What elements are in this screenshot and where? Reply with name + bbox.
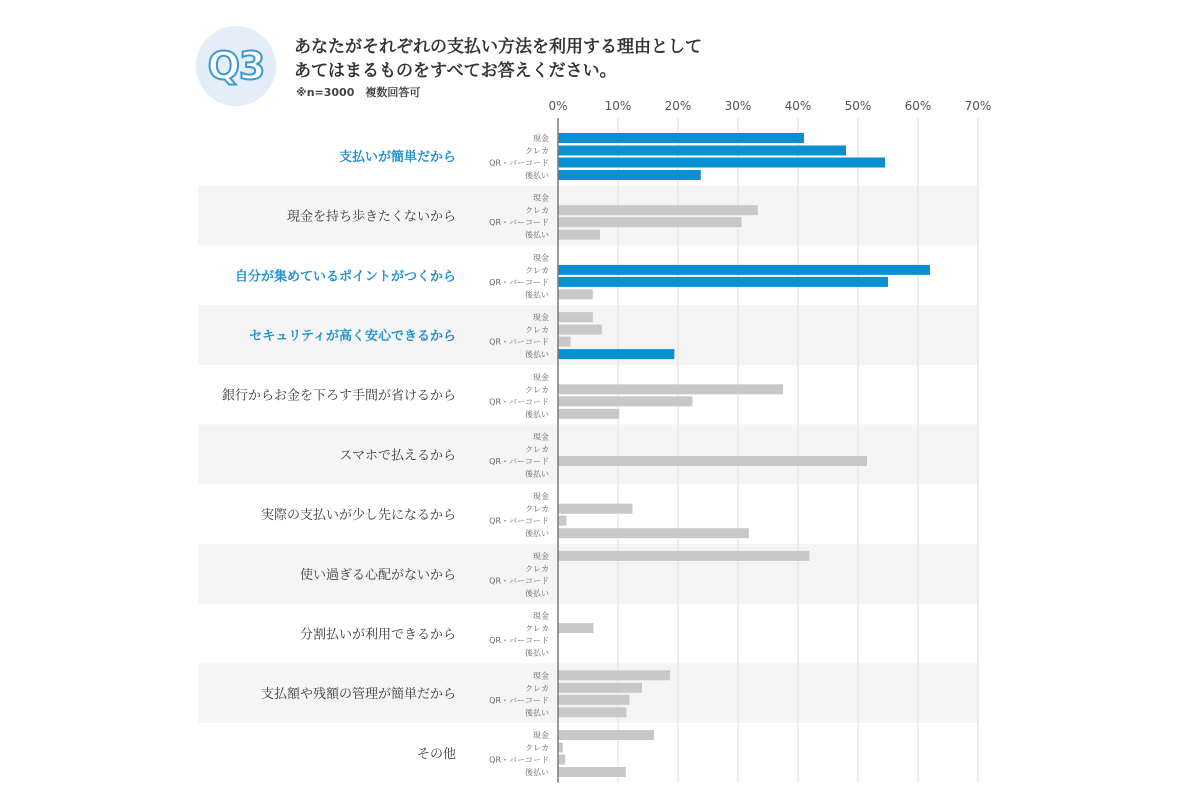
bar	[558, 528, 749, 538]
category-label: 使い過ぎる心配がないから	[299, 567, 456, 583]
bar	[558, 683, 642, 693]
series-label: 現金	[533, 671, 549, 681]
category-label: セキュリティが高く安心できるから	[249, 328, 456, 344]
series-label: クレカ	[525, 564, 549, 574]
series-label: 現金	[533, 551, 549, 561]
series-label: 現金	[533, 313, 549, 323]
series-label: 後払い	[525, 230, 549, 240]
series-label: QR・バーコード	[489, 576, 549, 586]
bar	[558, 265, 930, 275]
series-label: QR・バーコード	[489, 695, 549, 705]
category-label: その他	[416, 746, 456, 762]
series-label: QR・バーコード	[489, 337, 549, 347]
category-label: スマホで払えるから	[339, 448, 456, 464]
x-tick-label: 20%	[664, 99, 692, 113]
bar	[558, 623, 593, 633]
x-tick-label: 30%	[724, 99, 752, 113]
series-label: QR・バーコード	[489, 516, 549, 526]
series-label: 現金	[533, 611, 549, 621]
bar	[558, 146, 846, 156]
bar	[558, 504, 632, 514]
category-label: 支払いが簡単だから	[338, 149, 456, 165]
series-label: 後払い	[525, 469, 549, 479]
series-label: 現金	[533, 193, 549, 203]
series-label: クレカ	[525, 624, 549, 634]
question-number: Q3	[207, 44, 265, 88]
category-label: 分割払いが利用できるから	[299, 627, 456, 643]
series-label: クレカ	[525, 265, 549, 275]
series-label: クレカ	[525, 683, 549, 693]
series-label: 後払い	[525, 708, 549, 718]
category-label: 自分が集めているポイントがつくから	[234, 269, 456, 285]
series-label: QR・バーコード	[489, 457, 549, 466]
question-text-line1: あなたがそれぞれの支払い方法を利用する理由として	[294, 37, 702, 57]
bar	[558, 337, 571, 347]
series-label: 後払い	[525, 350, 549, 360]
series-label: クレカ	[525, 504, 549, 514]
x-tick-label: 0%	[548, 99, 568, 113]
series-label: 後払い	[525, 648, 549, 658]
series-label: 後払い	[525, 588, 549, 598]
category-label: 現金を持ち歩きたくないから	[286, 209, 456, 225]
series-label: QR・バーコード	[489, 397, 549, 407]
bar	[558, 695, 629, 705]
x-tick-label: 40%	[784, 99, 812, 113]
bar	[558, 670, 670, 680]
x-tick-label: 60%	[904, 99, 932, 113]
category-label: 支払額や残額の管理が簡単だから	[260, 687, 456, 703]
series-label: QR・バーコード	[489, 158, 549, 168]
series-label: 現金	[533, 731, 549, 740]
bar	[558, 325, 602, 335]
bar	[558, 456, 867, 466]
series-label: 後払い	[525, 529, 549, 539]
bar	[558, 230, 600, 240]
series-label: クレカ	[525, 385, 549, 395]
series-label: 後払い	[525, 171, 549, 180]
bar	[558, 707, 626, 717]
bar	[558, 205, 758, 215]
category-label: 実際の支払いが少し先になるから	[260, 508, 456, 524]
bar	[558, 396, 692, 406]
series-label: QR・バーコード	[489, 755, 549, 765]
series-label: クレカ	[525, 146, 549, 156]
bar	[558, 133, 804, 143]
series-label: QR・バーコード	[489, 277, 549, 287]
x-tick-label: 10%	[604, 99, 632, 113]
series-label: 後払い	[525, 409, 549, 419]
series-label: 後払い	[525, 290, 549, 300]
bar	[558, 755, 565, 765]
series-label: クレカ	[525, 445, 549, 454]
row-band	[198, 425, 978, 485]
series-label: QR・バーコード	[489, 636, 549, 646]
series-label: クレカ	[525, 325, 549, 335]
series-label: クレカ	[525, 743, 549, 753]
x-tick-label: 70%	[964, 99, 992, 113]
bar	[558, 516, 566, 526]
bar	[558, 170, 701, 180]
series-label: 現金	[533, 253, 549, 263]
bar	[558, 349, 674, 359]
series-label: QR・バーコード	[489, 218, 549, 228]
bar	[558, 730, 654, 740]
sample-note: ※n=3000 複数回答可	[296, 86, 421, 99]
series-label: クレカ	[525, 206, 549, 216]
bar	[558, 277, 888, 287]
series-label: 後払い	[525, 768, 549, 777]
question-text-line2: あてはまるものをすべてお答えください。	[294, 61, 617, 81]
bar	[558, 217, 742, 227]
category-label: 銀行からお金を下ろす手間が省けるから	[221, 388, 456, 404]
series-label: 現金	[533, 134, 549, 143]
series-label: 現金	[533, 492, 549, 502]
series-label: 現金	[533, 432, 549, 442]
series-label: 現金	[533, 372, 549, 382]
x-tick-label: 50%	[844, 99, 872, 113]
bar	[558, 158, 885, 168]
bar	[558, 289, 593, 299]
bar	[558, 384, 783, 394]
bar	[558, 312, 593, 322]
bar	[558, 409, 619, 419]
bar	[558, 551, 809, 561]
bar	[558, 767, 626, 777]
